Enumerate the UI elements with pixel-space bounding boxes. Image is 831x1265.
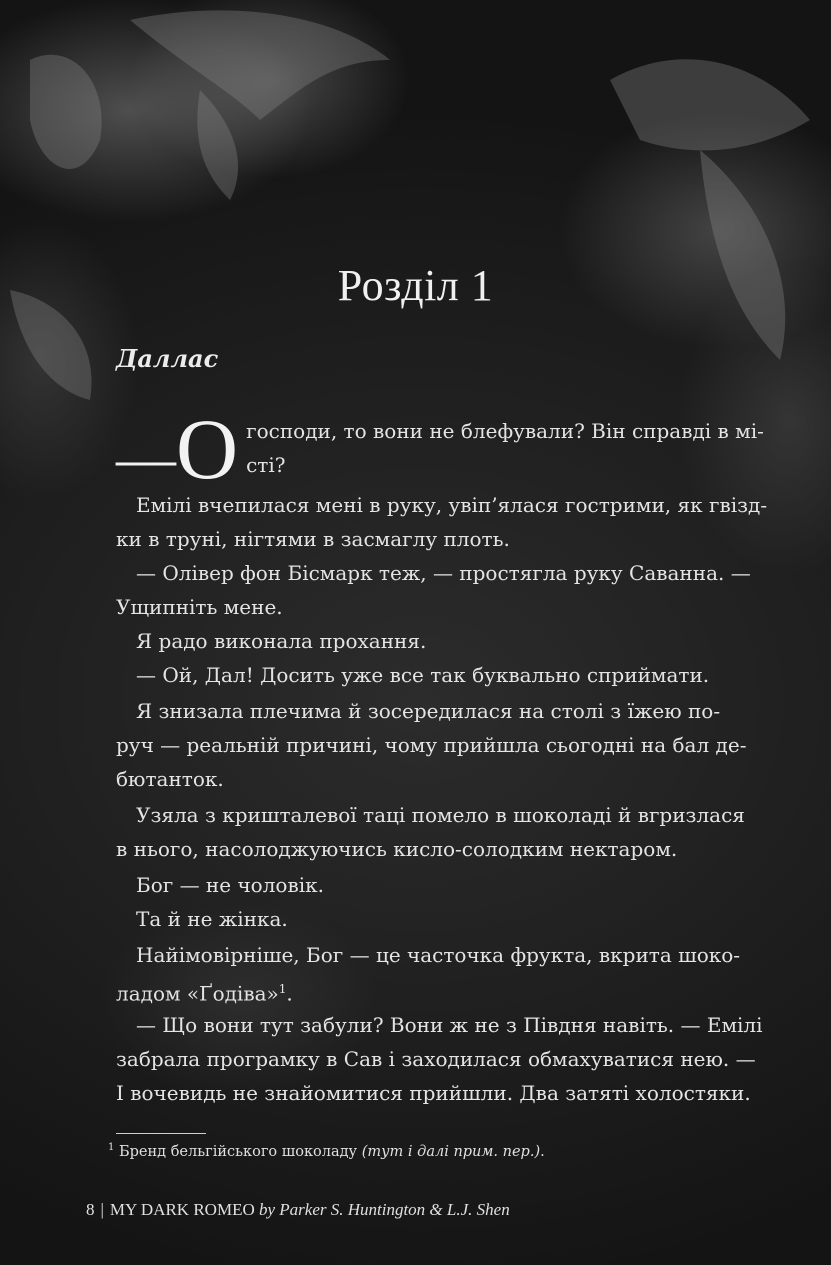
text-line: І вочевидь не знайомитися прийшли. Два затяті холостяки. — [116, 1081, 751, 1105]
paragraph — [116, 488, 781, 556]
text-line: забрала програмку в Сав і заходилася обмахуватися нею. — — [116, 1047, 756, 1071]
text-line: Бог — не чоловік. — [136, 873, 324, 897]
text-span: ладом «Ґодіва» — [116, 981, 279, 1006]
text-line: Узяла з кришталевої таці помело в шоколаді й вгризлася — [136, 803, 745, 827]
footnote-note: (тут і далі прим. пер.) — [361, 1143, 541, 1160]
page-number: 8 — [86, 1200, 95, 1219]
book-authors: by Parker S. Huntington & L.J. Shen — [258, 1200, 510, 1219]
footnote-end: . — [540, 1143, 545, 1160]
text-line: Я знизала плечима й зосередилася на столі з їжею по- — [136, 699, 721, 723]
paragraph — [116, 556, 781, 624]
pov-character-name: Даллас — [116, 344, 219, 373]
drop-cap-letter: О — [176, 401, 239, 497]
footnote-reference: 1 — [278, 982, 287, 996]
chapter-title: Розділ 1 — [337, 261, 494, 310]
text-line: Емілі вчепилася мені в руку, увіп’ялася гострими, як гвізд- — [136, 493, 768, 517]
text-line: ки в труні, нігтями в засмаглу плоть. — [116, 527, 510, 551]
footer-separator: | — [100, 1200, 104, 1219]
text-line: Ущипніть мене. — [116, 595, 283, 619]
footnote-marker: 1 — [108, 1142, 115, 1153]
text-line: Найімовірніше, Бог — це часточка фрукта, вкрита шоко- — [136, 943, 741, 967]
text-line — [116, 972, 781, 1011]
opening-paragraph — [116, 401, 781, 497]
paragraph — [116, 798, 781, 866]
text-line: Я радо виконала прохання. — [136, 629, 427, 653]
footnote — [108, 1142, 545, 1160]
drop-cap-dash: — — [116, 425, 176, 491]
text-line: бютанток. — [116, 767, 224, 791]
text-line: — Ой, Дал! Досить уже все так буквально сприймати. — [136, 663, 710, 687]
text-line: в нього, насолоджуючись кисло-солодким нектаром. — [116, 837, 678, 861]
paragraph — [116, 624, 781, 658]
drop-cap — [116, 401, 239, 497]
text-line: руч — реальній причині, чому прийшла сьогодні на бал де- — [116, 733, 747, 757]
footnote-divider — [116, 1133, 206, 1134]
footnote-text: Бренд бельгійського шоколаду — [114, 1143, 362, 1160]
paragraph — [116, 938, 781, 1011]
text-line: Та й не жінка. — [136, 907, 288, 931]
text-line: — Що вони тут забули? Вони ж не з Півдня навіть. — Емілі — [136, 1013, 763, 1037]
paragraph — [116, 658, 781, 692]
paragraph — [116, 694, 781, 796]
text-line: — Олівер фон Бісмарк теж, — простягла руку Саванна. — — [136, 561, 751, 585]
book-title: MY DARK ROMEO — [109, 1200, 255, 1219]
text-span: . — [286, 981, 293, 1006]
text-line: господи, то вони не блефували? Він справді в мі- — [246, 419, 764, 443]
paragraph — [116, 902, 781, 936]
paragraph — [116, 868, 781, 902]
page-footer — [86, 1200, 510, 1220]
text-line: сті? — [246, 453, 286, 477]
paragraph — [116, 1008, 781, 1110]
